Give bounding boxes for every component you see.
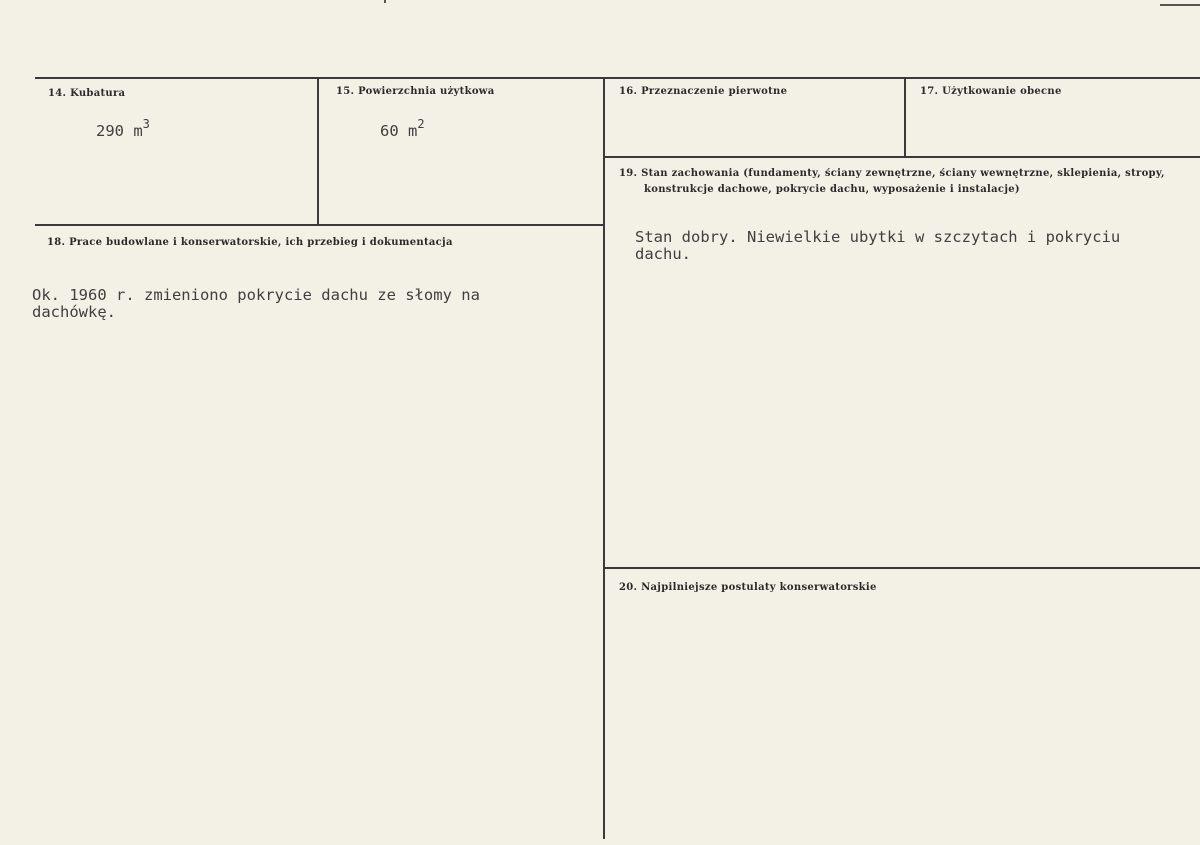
field-18-text-line2: dachówkę. [32,303,116,321]
powierzchnia-number: 60 m [380,122,418,140]
top-mark [384,0,386,3]
field-19-label-line2: konstrukcje dachowe, pokrycie dachu, wyposażenie i instalacje) [644,184,1020,195]
field-20-label: 20. Najpilniejsze postulaty konserwatorskie [619,582,877,593]
divider-main [603,77,605,839]
field-17-label: 17. Użytkowanie obecne [920,86,1062,97]
rule-below-14-15 [35,224,605,226]
field-18-label: 18. Prace budowlane i konserwatorskie, ich przebieg i dokumentacja [47,237,453,248]
field-15-label: 15. Powierzchnia użytkowa [336,86,495,97]
field-14-label: 14. Kubatura [48,88,126,99]
field-19-text-line1: Stan dobry. Niewielkie ubytki w szczytach i pokryciu [635,228,1121,246]
corner-mark [1160,4,1200,6]
top-rule [35,77,1200,79]
field-15-value [380,117,425,140]
kubatura-exponent: 3 [142,117,150,131]
rule-below-16-17 [603,156,1200,158]
divider-14-15 [317,77,319,226]
divider-16-17 [904,77,906,158]
field-16-label: 16. Przeznaczenie pierwotne [619,86,788,97]
field-19-text-line2: dachu. [635,245,691,263]
field-18-text-line1: Ok. 1960 r. zmieniono pokrycie dachu ze słomy na [32,286,480,304]
powierzchnia-exponent: 2 [417,117,425,131]
rule-above-20 [603,567,1200,569]
field-19-label-line1: 19. Stan zachowania (fundamenty, ściany zewnętrzne, ściany wewnętrzne, sklepienia, stropy, [619,168,1165,179]
kubatura-number: 290 m [96,122,143,140]
field-14-value [96,117,150,140]
